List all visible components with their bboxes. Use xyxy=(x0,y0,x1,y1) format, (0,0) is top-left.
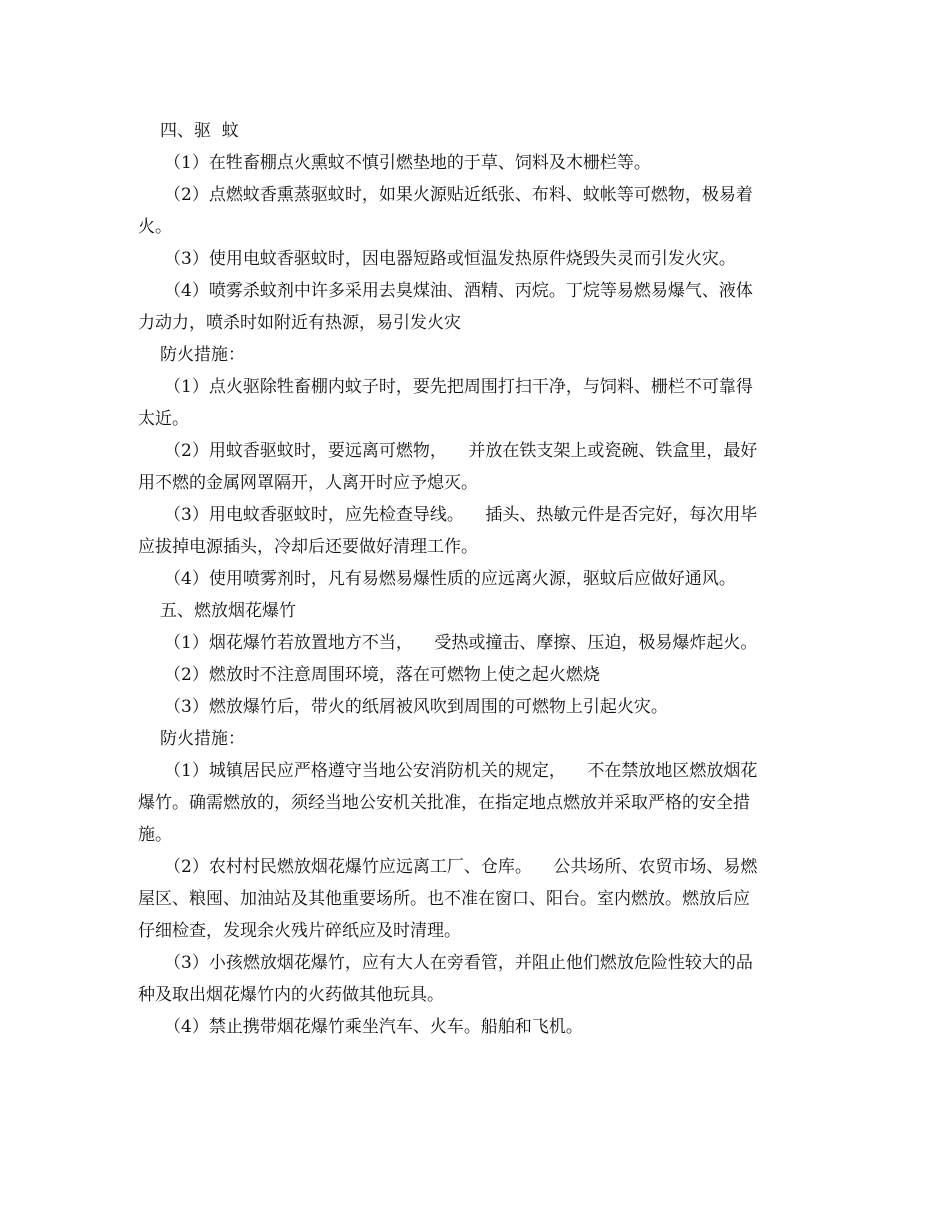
list-item: （4）使用喷雾剂时，凡有易燃易爆性质的应远离火源，驱蚊后应做好通风。 xyxy=(164,569,736,589)
list-item-continued: 力动力，喷杀时如附近有热源，易引发火灾 xyxy=(138,313,461,333)
list-item: （2）农村村民燃放烟花爆竹应远离工厂、仓库。 公共场所、农贸市场、易燃 xyxy=(164,857,758,877)
section-heading: 五、燃放烟花爆竹 xyxy=(160,601,296,621)
subsection-heading: 防火措施： xyxy=(160,729,245,749)
list-item-continued: 用不燃的金属网罩隔开，人离开时应予熄灭。 xyxy=(138,473,478,493)
list-item: （3）用电蚊香驱蚊时，应先检查导线。 插头、热敏元件是否完好，每次用毕 xyxy=(164,505,758,525)
list-item-continued: 火。 xyxy=(138,217,172,237)
list-item: （3）小孩燃放烟花爆竹，应有大人在旁看管，并阻止他们燃放危险性较大的品 xyxy=(164,953,753,973)
list-item: （3）燃放爆竹后，带火的纸屑被风吹到周围的可燃物上引起火灾。 xyxy=(164,697,668,717)
list-item: （2）用蚊香驱蚊时，要远离可燃物， 并放在铁支架上或瓷碗、铁盒里，最好 xyxy=(164,441,758,461)
section-heading: 四、驱 蚊 xyxy=(160,121,239,141)
list-item: （4）喷雾杀蚊剂中许多采用去臭煤油、酒精、丙烷。丁烷等易燃易爆气、液体 xyxy=(164,281,753,301)
list-item-continued: 爆竹。确需燃放的，须经当地公安机关批准，在指定地点燃放并采取严格的安全措 xyxy=(138,793,750,813)
document-page xyxy=(138,115,818,1043)
list-item-continued: 应拔掉电源插头，冷却后还要做好清理工作。 xyxy=(138,537,478,557)
subsection-heading: 防火措施： xyxy=(160,345,245,365)
list-item-continued: 屋区、粮囤、加油站及其他重要场所。也不准在窗口、阳台。室内燃放。燃放后应 xyxy=(138,889,750,909)
list-item-continued: 种及取出烟花爆竹内的火药做其他玩具。 xyxy=(138,985,444,1005)
list-item: （2）燃放时不注意周围环境，落在可燃物上使之起火燃烧 xyxy=(164,665,600,685)
list-item: （1）城镇居民应严格遵守当地公安消防机关的规定， 不在禁放地区燃放烟花 xyxy=(164,761,758,781)
list-item: （4）禁止携带烟花爆竹乘坐汽车、火车。船舶和飞机。 xyxy=(164,1017,583,1037)
list-item-continued: 施。 xyxy=(138,825,172,845)
list-item: （3）使用电蚊香驱蚊时，因电器短路或恒温发热原件烧毁失灵而引发火灾。 xyxy=(164,249,736,269)
list-item: （2）点燃蚊香熏蒸驱蚊时，如果火源贴近纸张、布料、蚊帐等可燃物，极易着 xyxy=(164,185,753,205)
list-item-continued: 仔细检查，发现余火残片碎纸应及时清理。 xyxy=(138,921,461,941)
list-item: （1）烟花爆竹若放置地方不当， 受热或撞击、摩擦、压迫，极易爆炸起火。 xyxy=(164,633,758,653)
list-item-continued: 太近。 xyxy=(138,409,189,429)
list-item: （1）点火驱除牲畜棚内蚊子时，要先把周围打扫干净，与饲料、栅栏不可靠得 xyxy=(164,377,753,397)
list-item: （1）在牲畜棚点火熏蚊不慎引燃垫地的于草、饲料及木栅栏等。 xyxy=(164,153,651,173)
